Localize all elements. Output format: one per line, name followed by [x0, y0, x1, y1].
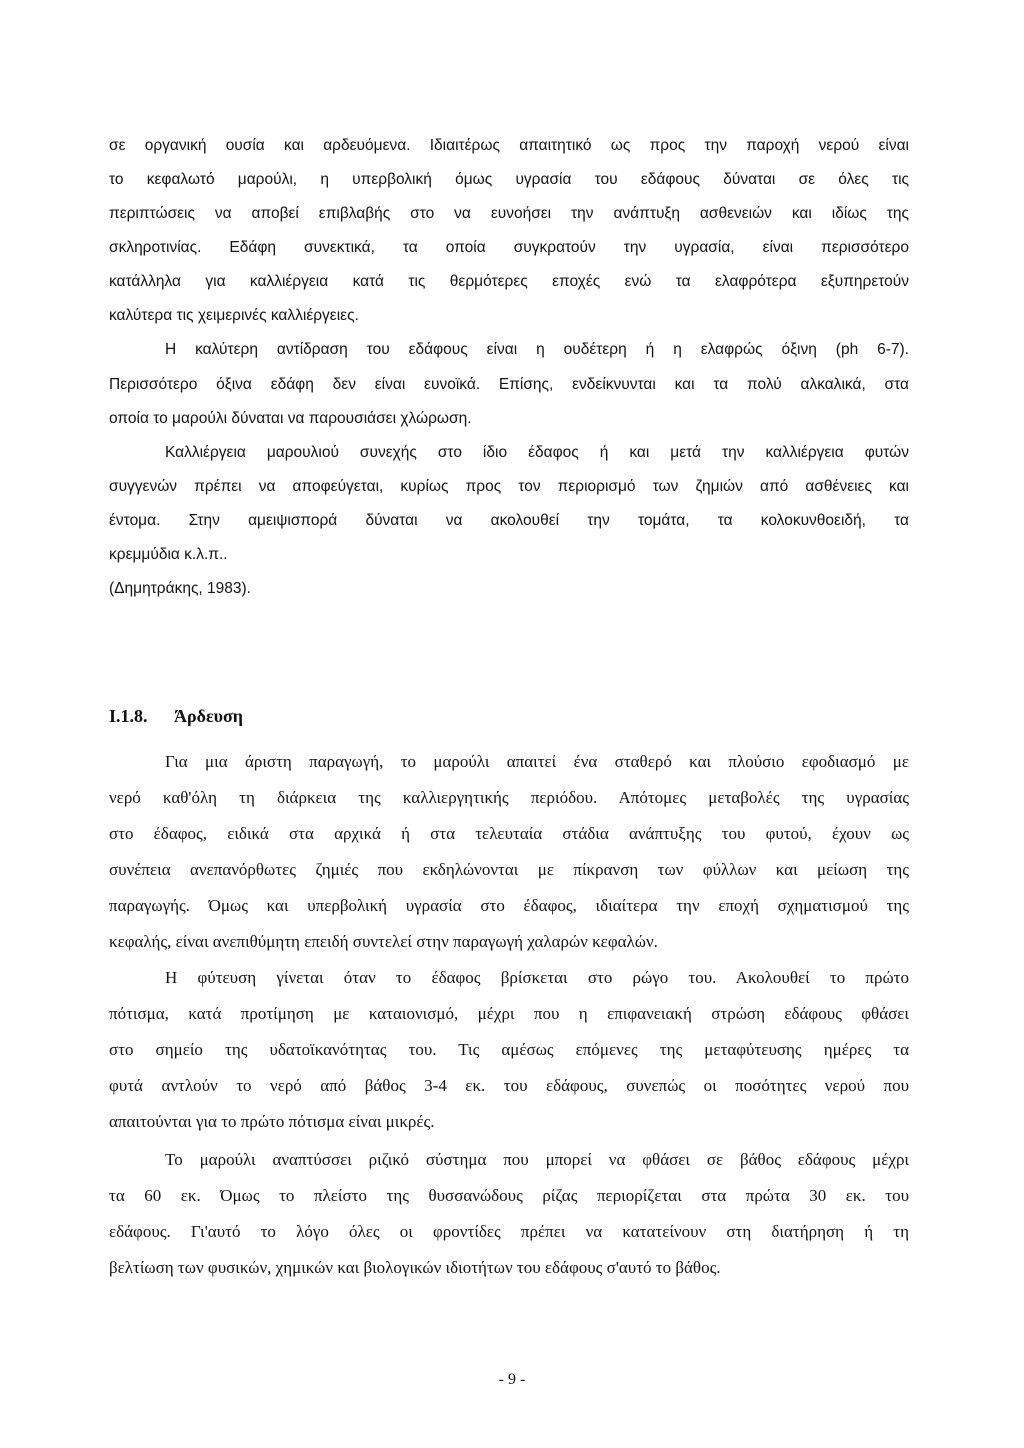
body-line: Καλλιέργεια μαρουλιού συνεχής στο ίδιο έδαφος ή και μετά την καλλιέργεια φυτών — [165, 444, 909, 461]
body-line: βελτίωση των φυσικών, χημικών και βιολογικών ιδιοτήτων του εδάφους σ'αυτό το βάθος. — [109, 1258, 721, 1277]
body-line: οποία το μαρούλι δύναται να παρουσιάσει χλώρωση. — [109, 410, 472, 427]
body-line: περιπτώσεις να αποβεί επιβλαβής στο να ευνοήσει την ανάπτυξη ασθενειών και ιδίως της — [109, 205, 909, 222]
section-number: I.1.8. — [109, 706, 148, 726]
citation: (Δημητράκης, 1983). — [109, 580, 251, 597]
section-heading — [109, 705, 243, 727]
body-line: κρεμμύδια κ.λ.π.. — [109, 546, 228, 563]
body-line: Το μαρούλι αναπτύσσει ριζικό σύστημα που μπορεί να φθάσει σε βάθος εδάφους μέχρι — [165, 1150, 909, 1169]
body-line: στο σημείο της υδατοϊκανότητας του. Τις αμέσως επόμενες της μεταφύτευσης ημέρες τα — [109, 1040, 909, 1059]
body-line: καλύτερα τις χειμερινές καλλιέργειες. — [109, 307, 359, 324]
body-line: σκληροτινίας. Εδάφη συνεκτικά, τα οποία συγκρατούν την υγρασία, είναι περισσότερο — [109, 239, 909, 256]
body-line: παραγωγής. Όμως και υπερβολική υγρασία στο έδαφος, ιδιαίτερα την εποχή σχηματισμού της — [109, 896, 909, 915]
page-number: - 9 - — [498, 1371, 526, 1388]
body-line: Η φύτευση γίνεται όταν το έδαφος βρίσκεται στο ρώγο του. Ακολουθεί το πρώτο — [165, 968, 909, 987]
body-line: κατάλληλα για καλλιέργεια κατά τις θερμότερες εποχές ενώ τα ελαφρότερα εξυπηρετούν — [109, 273, 909, 290]
body-line: το κεφαλωτό μαρούλι, η υπερβολική όμως υγρασία του εδάφους δύναται σε όλες τις — [109, 171, 909, 188]
body-line: Περισσότερο όξινα εδάφη δεν είναι ευνοϊκά. Επίσης, ενδείκνυνται και τα πολύ αλκαλικά, στα — [109, 376, 909, 393]
body-line: απαιτούνται για το πρώτο πότισμα είναι μικρές. — [109, 1112, 435, 1131]
body-line: φυτά αντλούν το νερό από βάθος 3-4 εκ. του εδάφους, συνεπώς οι ποσότητες νερού που — [109, 1076, 909, 1095]
section-title: Άρδευση — [174, 706, 244, 726]
body-line: τα 60 εκ. Όμως το πλείστο της θυσσανώδους ρίζας περιορίζεται στα πρώτα 30 εκ. του — [109, 1186, 909, 1205]
body-line: Η καλύτερη αντίδραση του εδάφους είναι η ουδέτερη ή η ελαφρώς όξινη (ph 6-7). — [165, 341, 909, 358]
body-line: σε οργανική ουσία και αρδευόμενα. Ιδιαιτέρως απαιτητικό ως προς την παροχή νερού είναι — [109, 137, 909, 154]
body-line: κεφαλής, είναι ανεπιθύμητη επειδή συντελεί στην παραγωγή χαλαρών κεφαλών. — [109, 932, 658, 951]
body-line: έντομα. Στην αμειψισπορά δύναται να ακολουθεί την τομάτα, τα κολοκυνθοειδή, τα — [109, 512, 909, 529]
body-line: νερό καθ'όλη τη διάρκεια της καλλιεργητικής περιόδου. Απότομες μεταβολές της υγρασίας — [109, 788, 909, 807]
body-line: συνέπεια ανεπανόρθωτες ζημιές που εκδηλώνονται με πίκρανση των φύλλων και μείωση της — [109, 860, 909, 879]
body-line: εδάφους. Γι'αυτό το λόγο όλες οι φροντίδες πρέπει να κατατείνουν στη διατήρηση ή τη — [109, 1222, 909, 1241]
body-line: στο έδαφος, ειδικά στα αρχικά ή στα τελευταία στάδια ανάπτυξης του φυτού, έχουν ως — [109, 824, 909, 843]
body-line: Για μια άριστη παραγωγή, το μαρούλι απαιτεί ένα σταθερό και πλούσιο εφοδιασμό με — [165, 752, 909, 771]
body-line: συγγενών πρέπει να αποφεύγεται, κυρίως προς τον περιορισμό των ζημιών από ασθένειες και — [109, 478, 909, 495]
body-line: πότισμα, κατά προτίμηση με καταιονισμό, μέχρι που η επιφανειακή στρώση εδάφους φθάσει — [109, 1004, 909, 1023]
